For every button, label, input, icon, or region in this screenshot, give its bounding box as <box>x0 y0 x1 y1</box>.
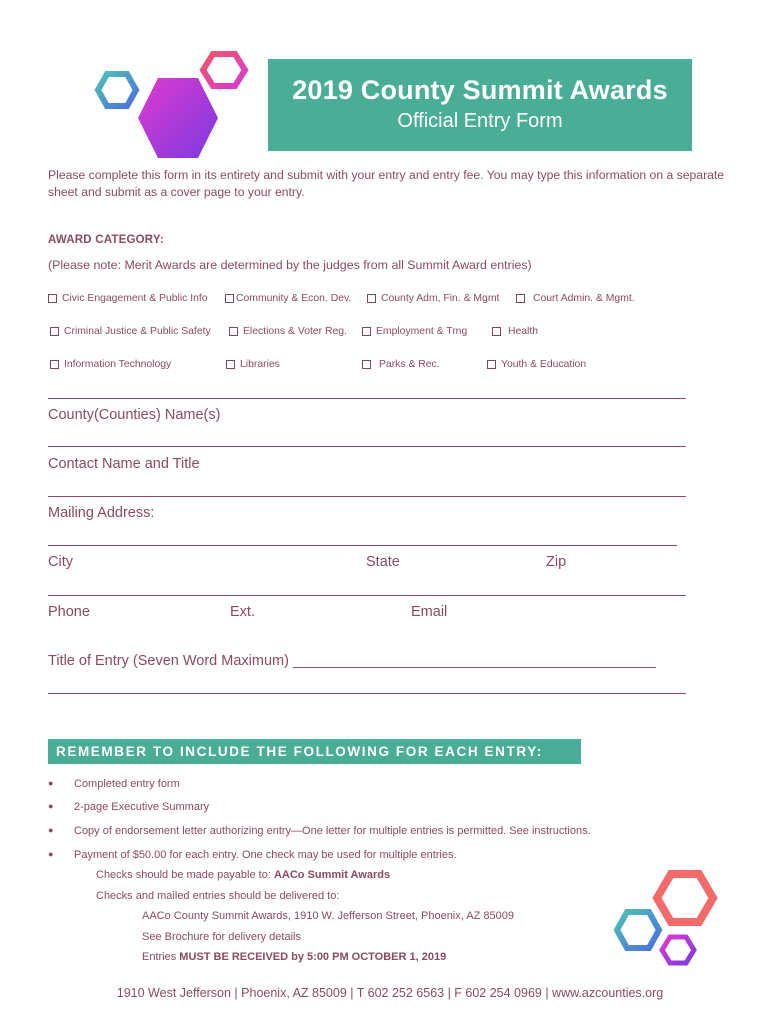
footer: 1910 West Jefferson | Phoenix, AZ 85009 | T 602 252 6563 | F 602 254 0969 | www.azcounties.org <box>116 986 664 1000</box>
email-label: Email <box>411 604 448 620</box>
intro-text: Please complete this form in its entirety and submit with your entry and entry fee. You may type this information on a separate sheet and submit as a cover page to your entry. <box>48 168 725 199</box>
county-line[interactable] <box>48 398 686 399</box>
list-item: ● 2-page Executive Summary <box>48 801 210 813</box>
state-label: State <box>366 554 400 570</box>
bullet-icon: ● <box>48 825 54 835</box>
checkbox-icon <box>487 360 496 369</box>
checks-payable-line: Checks should be made payable to: AACo Summit Awards <box>96 869 391 881</box>
bullet-icon: ● <box>48 849 54 859</box>
checkbox-icon <box>362 360 371 369</box>
hexagon-decoration <box>610 866 725 976</box>
checks-payee: AACo Summit Awards <box>273 869 391 881</box>
header-banner <box>268 59 692 151</box>
entry-title-label: Title of Entry (Seven Word Maximum) _____________________________________________ <box>48 653 656 669</box>
contact-name-label: Contact Name and Title <box>48 456 200 472</box>
contact-line[interactable] <box>48 446 686 447</box>
checkbox-health[interactable]: Health <box>492 326 538 337</box>
checkbox-icon <box>229 327 238 336</box>
deadline-text: MUST BE RECEIVED by 5:00 PM OCTOBER 1, 2019 <box>179 951 447 963</box>
checkbox-community-econ[interactable]: Community & Econ. Dev. <box>225 293 351 304</box>
award-category-note: (Please note: Merit Awards are determined by the judges from all Summit Award entries) <box>48 258 532 272</box>
checkbox-icon <box>226 360 235 369</box>
checkbox-criminal-justice[interactable]: Criminal Justice & Public Safety <box>50 326 211 337</box>
bullet-icon: ● <box>48 801 54 811</box>
page-title: 2019 County Summit Awards <box>292 75 668 105</box>
zip-label: Zip <box>546 554 567 570</box>
checkbox-information-technology[interactable]: Information Technology <box>50 359 171 370</box>
ext-label: Ext. <box>230 604 255 620</box>
checkbox-icon <box>362 327 371 336</box>
list-item: ● Payment of $50.00 for each entry. One check may be used for multiple entries. <box>48 849 457 861</box>
hexagon-logo <box>90 48 260 163</box>
page-subtitle: Official Entry Form <box>397 110 563 132</box>
checkbox-civic-engagement[interactable]: Civic Engagement & Public Info <box>48 293 208 304</box>
checkbox-icon <box>367 294 376 303</box>
teal-hexagon-icon <box>617 912 659 948</box>
checkbox-icon <box>492 327 501 336</box>
checkbox-employment[interactable]: Employment & Trng <box>362 326 467 337</box>
magenta-hexagon-icon <box>138 78 218 158</box>
delivery-intro: Checks and mailed entries should be delivered to: <box>96 890 340 902</box>
brochure-note: See Brochure for delivery details <box>142 931 301 943</box>
entry-title-line[interactable] <box>48 693 686 694</box>
mailing-line[interactable] <box>48 496 686 497</box>
city-line[interactable] <box>48 595 686 596</box>
city-label: City <box>48 554 73 570</box>
coral-hexagon-icon <box>657 874 713 922</box>
bullet-icon: ● <box>48 778 54 788</box>
list-item: ● Copy of endorsement letter authorizing entry—One letter for multiple entries is permitted. See instructions. <box>48 825 591 837</box>
checkbox-libraries[interactable]: Libraries <box>226 359 280 370</box>
checkbox-parks-rec[interactable]: Parks & Rec. <box>362 359 440 370</box>
remember-heading: REMEMBER TO INCLUDE THE FOLLOWING FOR EACH ENTRY: <box>48 739 581 764</box>
checkbox-court-admin[interactable]: Court Admin. & Mgmt. <box>516 293 635 304</box>
mailing-address-label: Mailing Address: <box>48 505 155 521</box>
award-category-heading: AWARD CATEGORY: <box>48 234 164 246</box>
delivery-address: AACo County Summit Awards, 1910 W. Jefferson Street, Phoenix, AZ 85009 <box>142 910 514 922</box>
checkbox-icon <box>48 294 57 303</box>
teal-hexagon-icon <box>98 74 136 106</box>
phone-label: Phone <box>48 604 90 620</box>
coral-hexagon-icon <box>203 54 245 86</box>
deadline-line: Entries MUST BE RECEIVED by 5:00 PM OCTOBER 1, 2019 <box>142 951 447 963</box>
checkbox-icon <box>225 294 234 303</box>
checkbox-icon <box>516 294 525 303</box>
address-line[interactable] <box>48 545 677 546</box>
purple-hexagon-icon <box>662 937 694 963</box>
list-item: ● Completed entry form <box>48 778 180 790</box>
checkbox-icon <box>50 327 59 336</box>
checkbox-elections[interactable]: Elections & Voter Reg. <box>229 326 347 337</box>
county-name-label: County(Counties) Name(s) <box>48 407 221 423</box>
checkbox-county-adm[interactable]: County Adm, Fin. & Mgmt <box>367 293 499 304</box>
checkbox-youth-education[interactable]: Youth & Education <box>487 359 586 370</box>
checkbox-icon <box>50 360 59 369</box>
